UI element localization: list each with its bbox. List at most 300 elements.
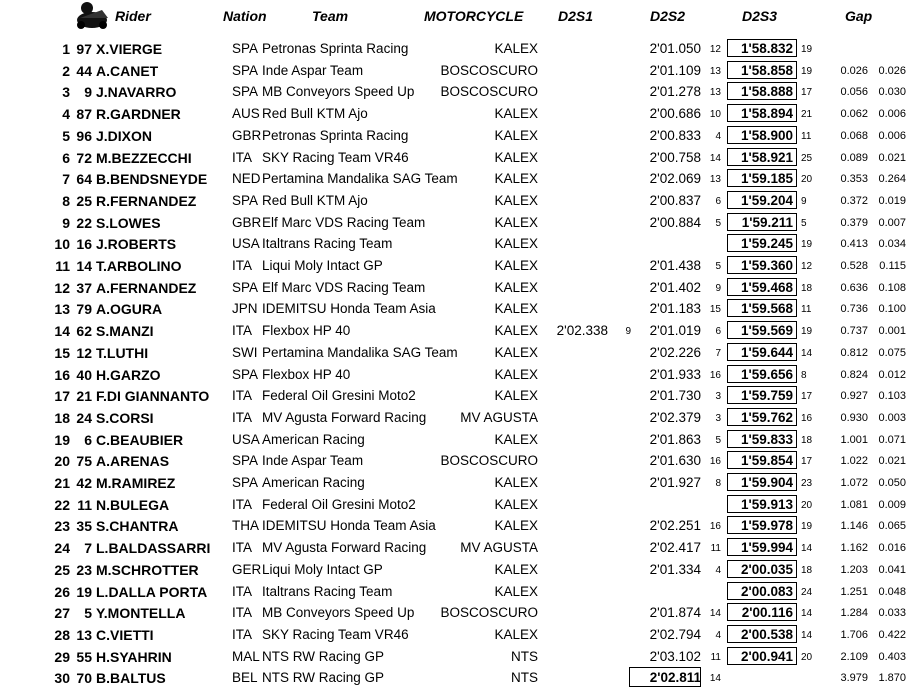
d2s3-time-cell: 1'59.913: [740, 496, 793, 512]
d2s2-time-cell: 2'01.730: [649, 388, 701, 404]
gap-previous-cell: 0.065: [878, 520, 906, 533]
rider-name-cell: S.MANZI: [96, 323, 154, 340]
rider-name-cell: Y.MONTELLA: [96, 605, 186, 622]
d2s3-time-cell: 1'59.762: [740, 409, 793, 425]
d2s3-lap-cell: 14: [801, 629, 813, 641]
nation-cell: ITA: [232, 388, 252, 404]
motorcycle-cell: BOSCOSCURO: [440, 84, 538, 100]
position-cell: 30: [54, 670, 70, 687]
gap-cell: 0.372: [840, 194, 868, 207]
d2s2-lap-cell: 16: [709, 369, 721, 381]
position-cell: 19: [54, 431, 70, 448]
d2s3-lap-cell: 8: [801, 369, 807, 381]
d2s2-time-cell: 2'02.251: [649, 518, 701, 534]
rider-name-cell: H.SYAHRIN: [96, 648, 172, 665]
table-row: [0, 298, 920, 320]
table-row: [0, 277, 920, 299]
gap-cell: 0.636: [840, 281, 868, 294]
d2s3-time-cell: 2'00.941: [740, 648, 793, 664]
position-cell: 15: [54, 344, 70, 361]
d2s2-time-cell: 2'01.109: [649, 62, 701, 78]
team-cell: Elf Marc VDS Racing Team: [262, 214, 426, 230]
gap-cell: 0.026: [840, 64, 868, 77]
motorcycle-cell: KALEX: [494, 171, 538, 187]
d2s3-lap-cell: 5: [801, 217, 807, 229]
d2s3-lap-cell: 20: [801, 174, 813, 186]
motorcycle-cell: MV AGUSTA: [460, 540, 538, 556]
d2s2-time-cell: 2'00.833: [649, 127, 701, 143]
rider-number-cell: 9: [84, 84, 92, 101]
gap-cell: 0.089: [840, 151, 868, 164]
d2s3-lap-cell: 24: [801, 586, 813, 598]
position-cell: 16: [54, 366, 70, 383]
table-row: [0, 624, 920, 646]
rider-number-cell: 24: [76, 409, 92, 426]
table-row: [0, 81, 920, 103]
motorcycle-cell: KALEX: [494, 583, 538, 599]
team-cell: Inde Aspar Team: [262, 453, 364, 469]
gap-cell: 0.068: [840, 129, 868, 142]
d2s3-time-cell: 1'58.832: [740, 41, 793, 56]
motorcycle-cell: KALEX: [494, 301, 538, 317]
d2s2-lap-cell: 4: [715, 629, 721, 641]
motorcycle-cell: KALEX: [494, 561, 538, 577]
d2s3-time-cell: 1'59.644: [740, 344, 793, 360]
gap-previous-cell: 0.048: [878, 585, 906, 598]
d2s2-time-cell: 2'02.069: [649, 171, 701, 187]
d2s2-lap-cell: 14: [709, 152, 721, 164]
position-cell: 26: [54, 583, 70, 600]
header-d2s1: D2S1: [558, 8, 594, 24]
motorcycle-cell: KALEX: [494, 127, 538, 143]
position-cell: 2: [62, 62, 70, 79]
gap-previous-cell: 0.422: [878, 628, 906, 641]
table-row: [0, 515, 920, 537]
position-cell: 29: [54, 648, 70, 665]
team-cell: MV Agusta Forward Racing: [262, 409, 427, 425]
table-row: [0, 320, 920, 342]
nation-cell: AUS: [232, 106, 260, 122]
d2s3-time-cell: 1'59.994: [740, 540, 793, 556]
d2s2-lap-cell: 6: [715, 195, 721, 207]
position-cell: 23: [54, 518, 70, 535]
d2s2-lap-cell: 10: [709, 109, 721, 121]
team-cell: Elf Marc VDS Racing Team: [262, 279, 426, 295]
d2s2-lap-cell: 5: [715, 217, 721, 229]
gap-previous-cell: 0.071: [878, 433, 906, 446]
rider-name-cell: C.BEAUBIER: [96, 431, 184, 448]
d2s2-time-cell: 2'02.417: [649, 540, 701, 556]
header-d2s2: D2S2: [650, 8, 686, 24]
team-cell: Flexbox HP 40: [262, 366, 351, 382]
d2s3-lap-cell: 12: [801, 261, 813, 272]
rider-name-cell: M.RAMIREZ: [96, 475, 176, 491]
d2s2-time-cell: 2'01.630: [649, 453, 701, 469]
rider-number-cell: 40: [76, 366, 92, 383]
motorcycle-cell: KALEX: [494, 518, 538, 534]
gap-previous-cell: 0.403: [878, 650, 906, 663]
d2s3-lap-cell: 19: [801, 44, 813, 55]
table-row: [0, 38, 920, 60]
rider-name-cell: M.SCHROTTER: [96, 561, 199, 578]
d2s3-lap-cell: 19: [801, 326, 813, 338]
position-cell: 6: [62, 149, 70, 166]
position-cell: 13: [54, 301, 70, 318]
team-cell: NTS RW Racing GP: [262, 648, 385, 664]
rider-number-cell: 14: [76, 258, 92, 274]
gap-cell: 0.927: [840, 390, 868, 403]
table-row: [0, 103, 920, 125]
table-row: [0, 429, 920, 451]
d2s2-time-cell: 2'00.758: [649, 149, 701, 165]
rider-name-cell: N.BULEGA: [96, 496, 170, 513]
rider-number-cell: 22: [76, 214, 92, 231]
d2s3-time-cell: 1'59.759: [740, 388, 793, 404]
position-cell: 21: [54, 475, 70, 491]
rider-number-cell: 21: [76, 388, 92, 405]
rider-number-cell: 87: [76, 106, 92, 123]
table-row: [0, 255, 920, 277]
gap-previous-cell: 0.016: [878, 542, 906, 555]
gap-cell: 0.737: [840, 325, 868, 338]
d2s3-lap-cell: 19: [801, 239, 813, 251]
nation-cell: ITA: [232, 409, 252, 425]
d2s2-lap-cell: 13: [709, 174, 721, 186]
team-cell: SKY Racing Team VR46: [262, 149, 409, 165]
rider-number-cell: 25: [76, 192, 92, 209]
motorcycle-cell: KALEX: [494, 626, 538, 642]
d2s3-lap-cell: 19: [801, 65, 813, 77]
rider-name-cell: L.DALLA PORTA: [96, 583, 208, 600]
gap-cell: 0.413: [840, 238, 868, 251]
gap-cell: 0.379: [840, 216, 868, 229]
nation-cell: USA: [232, 431, 260, 447]
table-row: [0, 233, 920, 255]
d2s3-time-cell: 2'00.538: [740, 626, 793, 642]
motorcycle-cell: KALEX: [494, 496, 538, 512]
rider-number-cell: 42: [76, 475, 92, 491]
rider-number-cell: 11: [77, 496, 92, 513]
d2s3-lap-cell: 11: [801, 304, 812, 316]
d2s2-lap-cell: 14: [709, 673, 721, 685]
gap-previous-cell: 0.009: [878, 498, 906, 511]
gap-previous-cell: 0.007: [878, 216, 906, 229]
team-cell: Liqui Moly Intact GP: [262, 258, 383, 273]
rider-name-cell: A.ARENAS: [96, 453, 170, 470]
table-row: [0, 559, 920, 581]
motorcycle-cell: KALEX: [494, 279, 538, 295]
gap-cell: 1.146: [840, 520, 868, 533]
table-row: [0, 472, 920, 494]
team-cell: Inde Aspar Team: [262, 62, 364, 78]
gap-previous-cell: 0.115: [879, 260, 906, 272]
gap-cell: 1.203: [840, 563, 868, 576]
position-cell: 22: [54, 496, 70, 513]
position-cell: 18: [54, 409, 70, 426]
position-cell: 25: [54, 561, 70, 578]
table-row: [0, 342, 920, 364]
rider-number-cell: 62: [76, 323, 92, 340]
rider-number-cell: 16: [76, 236, 92, 253]
team-cell: Petronas Sprinta Racing: [262, 127, 409, 143]
rider-name-cell: R.GARDNER: [96, 106, 181, 123]
d2s3-time-cell: 1'58.900: [740, 127, 793, 143]
gap-cell: 0.062: [840, 108, 868, 121]
d2s2-lap-cell: 12: [709, 44, 721, 55]
table-row: [0, 537, 920, 559]
d2s2-lap-cell: 14: [709, 608, 721, 620]
d2s3-time-cell: 1'59.569: [740, 323, 793, 339]
motorcycle-cell: KALEX: [494, 431, 538, 447]
nation-cell: NED: [232, 171, 261, 187]
nation-cell: SPA: [232, 366, 259, 382]
d2s3-lap-cell: 9: [801, 195, 807, 207]
position-cell: 24: [54, 540, 70, 557]
nation-cell: SPA: [232, 453, 259, 469]
d2s2-lap-cell: 15: [709, 304, 721, 316]
team-cell: Liqui Moly Intact GP: [262, 561, 383, 577]
team-cell: Flexbox HP 40: [262, 323, 351, 339]
motorcycle-cell: KALEX: [494, 214, 538, 230]
motorcycle-cell: BOSCOSCURO: [440, 453, 538, 469]
nation-cell: ITA: [232, 540, 252, 556]
d2s3-time-cell: 2'00.035: [740, 561, 793, 577]
nation-cell: THA: [232, 518, 259, 534]
d2s2-lap-cell: 4: [715, 130, 721, 142]
nation-cell: GER: [232, 561, 262, 577]
d2s2-time-cell: 2'01.438: [649, 258, 701, 273]
rider-number-cell: 44: [76, 62, 92, 79]
rider-name-cell: J.DIXON: [96, 127, 153, 144]
gap-cell: 1.284: [840, 607, 868, 620]
d2s2-lap-cell: 7: [715, 347, 721, 359]
gap-previous-cell: 0.075: [878, 346, 906, 359]
team-cell: IDEMITSU Honda Team Asia: [262, 301, 436, 317]
rider-number-cell: 55: [76, 648, 92, 665]
rider-number-cell: 35: [76, 518, 92, 535]
d2s2-time-cell: 2'02.811: [649, 670, 701, 686]
table-row: [0, 212, 920, 234]
motorcycle-cell: KALEX: [494, 149, 538, 165]
rider-name-cell: A.CANET: [96, 62, 159, 79]
gap-previous-cell: 0.050: [878, 477, 906, 489]
team-cell: Red Bull KTM Ajo: [262, 106, 368, 122]
gap-previous-cell: 0.264: [878, 173, 906, 186]
motorcycle-cell: KALEX: [494, 475, 538, 490]
team-cell: MB Conveyors Speed Up: [262, 84, 415, 100]
gap-cell: 0.528: [840, 260, 868, 272]
d2s2-time-cell: 2'01.019: [649, 323, 701, 339]
rider-name-cell: C.VIETTI: [96, 626, 154, 643]
d2s3-lap-cell: 20: [801, 651, 813, 663]
rider-number-cell: 6: [84, 431, 92, 448]
gap-cell: 0.736: [840, 303, 868, 316]
table-row: [0, 407, 920, 429]
d2s3-time-cell: 2'00.116: [741, 605, 793, 621]
gap-previous-cell: 0.100: [878, 303, 906, 316]
nation-cell: USA: [232, 236, 260, 252]
rider-name-cell: F.DI GIANNANTO: [96, 388, 210, 405]
position-cell: 1: [62, 41, 70, 57]
gap-cell: 0.812: [840, 346, 868, 359]
table-row: [0, 147, 920, 169]
table-row: [0, 60, 920, 82]
gap-cell: 1.072: [840, 477, 868, 489]
d2s2-time-cell: 2'01.334: [649, 561, 701, 577]
rider-number-cell: 72: [76, 149, 92, 166]
gap-previous-cell: 0.006: [878, 108, 906, 121]
d2s3-lap-cell: 11: [801, 130, 812, 142]
d2s3-lap-cell: 14: [801, 543, 813, 555]
d2s3-time-cell: 1'59.204: [740, 192, 793, 208]
d2s3-time-cell: 1'58.858: [740, 62, 793, 78]
d2s2-lap-cell: 11: [710, 651, 721, 663]
gap-previous-cell: 0.021: [878, 455, 906, 468]
d2s1-lap-cell: 9: [625, 326, 631, 338]
d2s2-time-cell: 2'01.183: [649, 301, 701, 317]
gap-cell: 1.022: [840, 455, 868, 468]
position-cell: 12: [54, 279, 70, 296]
rider-name-cell: X.VIERGE: [96, 41, 163, 57]
rider-number-cell: 19: [76, 583, 92, 600]
motorcycle-cell: BOSCOSCURO: [440, 605, 538, 621]
team-cell: MV Agusta Forward Racing: [262, 540, 427, 556]
d2s2-time-cell: 2'02.379: [649, 409, 701, 425]
d2s2-lap-cell: 9: [715, 282, 721, 294]
team-cell: IDEMITSU Honda Team Asia: [262, 518, 436, 534]
team-cell: American Racing: [262, 431, 365, 447]
rider-number-cell: 96: [76, 127, 92, 144]
d2s3-lap-cell: 17: [801, 391, 813, 403]
position-cell: 3: [62, 84, 70, 101]
team-cell: MB Conveyors Speed Up: [262, 605, 415, 621]
gap-previous-cell: 0.019: [878, 194, 906, 207]
d2s2-lap-cell: 11: [710, 543, 721, 555]
motorcycle-cell: NTS: [511, 648, 538, 664]
rider-number-cell: 7: [84, 540, 92, 557]
d2s2-time-cell: 2'00.837: [649, 192, 701, 208]
nation-cell: SPA: [232, 475, 259, 490]
rider-name-cell: B.BENDSNEYDE: [96, 171, 208, 188]
d2s2-time-cell: 2'01.050: [649, 41, 701, 56]
rider-number-cell: 5: [84, 605, 92, 622]
rider-number-cell: 12: [76, 344, 92, 361]
table-row: [0, 450, 920, 472]
nation-cell: SPA: [232, 279, 259, 295]
team-cell: Italtrans Racing Team: [262, 236, 393, 252]
position-cell: 5: [62, 127, 70, 144]
motorcycle-cell: KALEX: [494, 344, 538, 360]
d2s3-lap-cell: 18: [801, 434, 813, 446]
d2s3-time-cell: 1'59.185: [740, 171, 793, 187]
team-cell: Italtrans Racing Team: [262, 583, 393, 599]
gap-previous-cell: 0.030: [878, 86, 906, 99]
team-cell: Pertamina Mandalika SAG Team: [262, 171, 458, 187]
gap-cell: 1.162: [840, 542, 868, 555]
d2s2-time-cell: 2'02.794: [649, 626, 701, 642]
table-row: [0, 494, 920, 516]
position-cell: 7: [62, 171, 70, 188]
nation-cell: SPA: [232, 84, 259, 100]
d2s3-lap-cell: 20: [801, 499, 813, 511]
d2s3-lap-cell: 19: [801, 521, 813, 533]
rider-number-cell: 75: [76, 453, 92, 470]
d2s3-time-cell: 1'59.656: [740, 366, 793, 382]
d2s2-lap-cell: 8: [715, 478, 721, 489]
nation-cell: ITA: [232, 323, 252, 339]
rider-name-cell: M.BEZZECCHI: [96, 149, 192, 166]
d2s3-lap-cell: 21: [801, 109, 813, 121]
gap-previous-cell: 0.034: [878, 238, 906, 251]
d2s2-time-cell: 2'01.874: [649, 605, 701, 621]
rider-number-cell: 13: [76, 626, 92, 643]
motorcycle-cell: KALEX: [494, 323, 538, 339]
rider-name-cell: H.GARZO: [96, 366, 161, 383]
team-cell: Federal Oil Gresini Moto2: [262, 496, 416, 512]
table-header: [0, 0, 920, 34]
rider-name-cell: L.BALDASSARRI: [96, 540, 211, 557]
d2s2-time-cell: 2'00.686: [649, 106, 701, 122]
gap-previous-cell: 0.001: [878, 325, 906, 338]
nation-cell: ITA: [232, 605, 252, 621]
nation-cell: ITA: [232, 258, 252, 273]
gap-previous-cell: 0.012: [878, 368, 906, 381]
d2s3-time-cell: 1'59.245: [740, 236, 793, 252]
table-row: [0, 646, 920, 668]
d2s2-time-cell: 2'01.402: [649, 279, 701, 295]
nation-cell: SPA: [232, 41, 259, 56]
nation-cell: ITA: [232, 149, 252, 165]
header-nation: Nation: [223, 8, 267, 24]
position-cell: 11: [55, 258, 70, 274]
d2s2-lap-cell: 16: [709, 456, 721, 468]
gap-previous-cell: 0.006: [878, 129, 906, 142]
rider-number-cell: 23: [76, 561, 92, 578]
d2s3-time-cell: 1'59.211: [741, 214, 793, 230]
header-gap: Gap: [845, 8, 873, 24]
table-row: [0, 667, 920, 689]
motorcycle-cell: KALEX: [494, 192, 538, 208]
d2s3-time-cell: 1'59.360: [740, 258, 793, 273]
gap-previous-cell: 0.003: [878, 411, 906, 424]
table-row: [0, 385, 920, 407]
gap-cell: 1.251: [840, 585, 868, 598]
team-cell: Pertamina Mandalika SAG Team: [262, 344, 458, 360]
d2s3-time-cell: 1'59.978: [740, 518, 793, 534]
d2s3-lap-cell: 14: [801, 608, 813, 620]
gap-previous-cell: 0.041: [878, 563, 906, 576]
motorcycle-rider-icon: [72, 0, 112, 30]
team-cell: Red Bull KTM Ajo: [262, 192, 368, 208]
motorcycle-cell: BOSCOSCURO: [440, 62, 538, 78]
motorcycle-cell: MV AGUSTA: [460, 409, 538, 425]
rider-name-cell: B.BALTUS: [96, 670, 166, 687]
header-motorcycle: MOTORCYCLE: [424, 8, 524, 24]
d2s2-time-cell: 2'02.226: [649, 344, 701, 360]
gap-cell: 1.001: [840, 433, 868, 446]
rider-name-cell: S.CHANTRA: [96, 518, 179, 535]
d2s3-time-cell: 2'00.083: [740, 583, 793, 599]
table-row: [0, 602, 920, 624]
rider-name-cell: T.ARBOLINO: [96, 258, 182, 274]
d2s2-lap-cell: 13: [709, 87, 721, 99]
nation-cell: JPN: [232, 301, 258, 317]
position-cell: 27: [54, 605, 70, 622]
table-row: [0, 125, 920, 147]
d2s3-time-cell: 1'59.833: [740, 431, 793, 447]
team-cell: SKY Racing Team VR46: [262, 626, 409, 642]
d2s2-lap-cell: 16: [709, 521, 721, 533]
